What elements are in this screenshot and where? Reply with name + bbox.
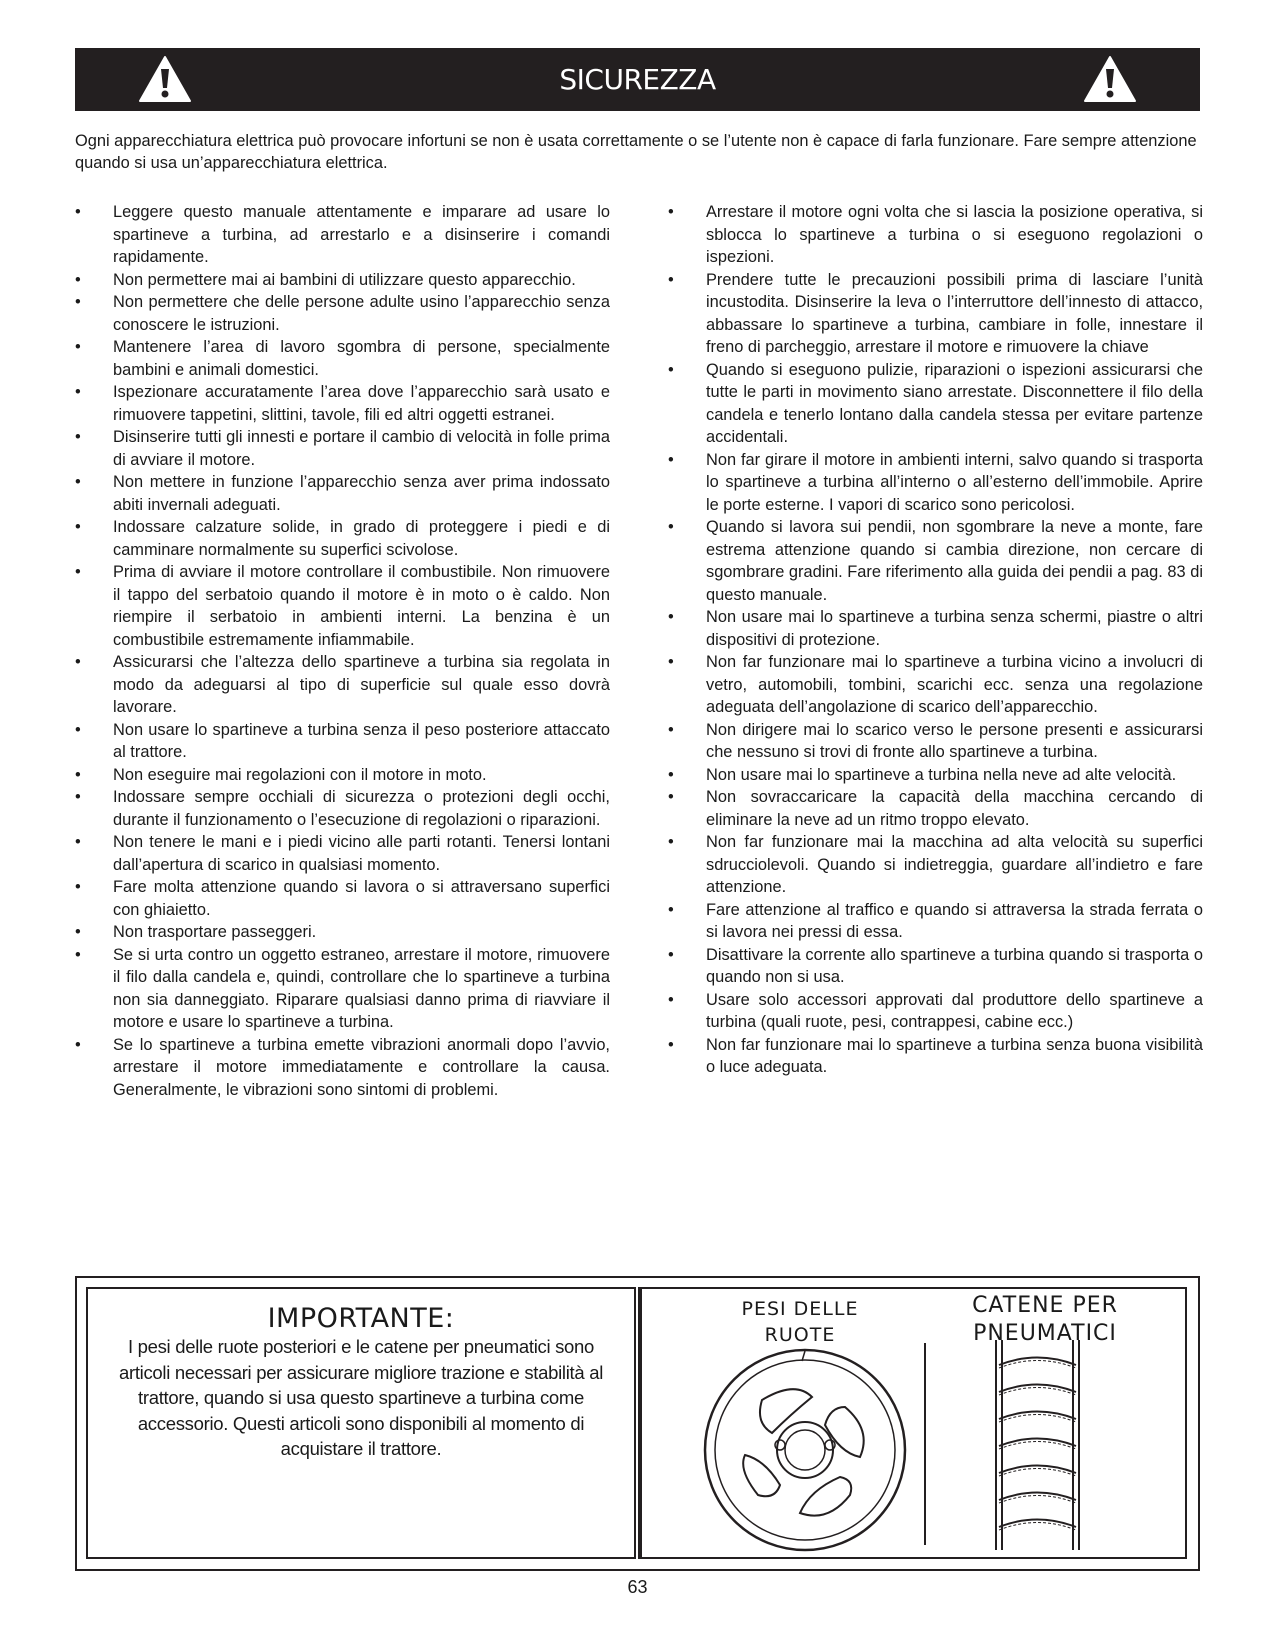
page-title: SICUREZZA xyxy=(559,63,716,96)
safety-list-right xyxy=(668,201,1203,1079)
important-title: IMPORTANTE: xyxy=(267,1303,455,1334)
accessory-divider xyxy=(924,1343,926,1545)
wheel-weights-label: PESI DELLE RUOTE xyxy=(741,1298,859,1346)
tire-chain-icon xyxy=(990,1340,1085,1550)
important-text: I pesi delle ruote posteriori e le catene per pneumatici sono articoli necessari per assicurare migliore trazione e stabilità al trattore, quando si usa questo spartineve a turbina come accessorio. Questi articoli sono disponibili al momento di acquistare il trattore. xyxy=(118,1336,604,1459)
list-item: • Non far funzionare mai lo spartineve a turbina vicino a involucri di vetro, automobili, tombini, scarichi ecc. senza una regolazione adeguata dell’angolazione di scarico dell’apparecchio. xyxy=(668,651,1203,719)
list-item: • Non eseguire mai regolazioni con il motore in moto. xyxy=(75,764,610,787)
warning-triangle-icon xyxy=(138,55,192,103)
list-item: • Se lo spartineve a turbina emette vibrazioni anormali dopo l’avvio, arrestare il motore immediatamente e controllare la causa. Generalmente, le vibrazioni sono sintomi di problemi. xyxy=(75,1034,610,1102)
list-item: • Usare solo accessori approvati dal produttore dello spartineve a turbina (quali ruote, pesi, contrappesi, cabine ecc.) xyxy=(668,989,1203,1034)
intro-paragraph: Ogni apparecchiatura elettrica può provocare infortuni se non è usata correttamente o se l’utente non è capace di farla funzionare. Fare sempre attenzione quando si usa un’apparecchiatura elettrica. xyxy=(75,132,1197,172)
list-item: • Non usare lo spartineve a turbina senza il peso posteriore attaccato al trattore. xyxy=(75,719,610,764)
list-item: • Ispezionare accuratamente l’area dove l’apparecchio sarà usato e rimuovere tappetini, slittini, tavole, fili ed altri oggetti estranei. xyxy=(75,381,610,426)
list-item: • Indossare calzature solide, in grado di proteggere i piedi e di camminare normalmente su superfici scivolose. xyxy=(75,516,610,561)
list-item: • Leggere questo manuale attentamente e imparare ad usare lo spartineve a turbina, ad arrestarlo e a disinserire i comandi rapidamente. xyxy=(75,201,610,269)
list-item: • Indossare sempre occhiali di sicurezza o protezioni degli occhi, durante il funzionamento o l’esecuzione di regolazioni o riparazioni. xyxy=(75,786,610,831)
list-item: • Assicurarsi che l’altezza dello spartineve a turbina sia regolata in modo da adeguarsi al tipo di superficie sul quale esso dovrà lavorare. xyxy=(75,651,610,719)
list-item: • Non tenere le mani e i piedi vicino alle parti rotanti. Tenersi lontani dall’apertura di scarico in qualsiasi momento. xyxy=(75,831,610,876)
list-item: • Non usare mai lo spartineve a turbina senza schermi, piastre o altri dispositivi di protezione. xyxy=(668,606,1203,651)
list-item: • Non permettere mai ai bambini di utilizzare questo apparecchio. xyxy=(75,269,610,292)
list-item: • Non far funzionare mai lo spartineve a turbina senza buona visibilità o luce adeguata. xyxy=(668,1034,1203,1079)
list-item: • Disattivare la corrente allo spartineve a turbina quando si trasporta o quando non si usa. xyxy=(668,944,1203,989)
list-item: • Non trasportare passeggeri. xyxy=(75,921,610,944)
list-item: • Non usare mai lo spartineve a turbina nella neve ad alte velocità. xyxy=(668,764,1203,787)
page-number: 63 xyxy=(627,1577,648,1597)
list-item: • Prendere tutte le precauzioni possibili prima di lasciare l’unità incustodita. Disinserire la leva o l’interruttore dell’innesto di attacco, abbassare lo spartineve a turbina, cambiare in folle, innestare il freno di parcheggio, arrestare il motore e rimuovere la chiave xyxy=(668,269,1203,359)
list-item: • Quando si eseguono pulizie, riparazioni o ispezioni assicurarsi che tutte le parti in movimento siano arrestate. Disconnettere il filo della candela e tenerlo lontano dalla candela stessa per evitare partenze accidentali. xyxy=(668,359,1203,449)
tire-chains-label: CATENE PER PNEUMATICI xyxy=(972,1293,1118,1346)
wheel-weight-icon xyxy=(700,1345,910,1555)
list-item: • Arrestare il motore ogni volta che si lascia la posizione operativa, si sblocca lo spartineve a turbina o si eseguono regolazioni o ispezioni. xyxy=(668,201,1203,269)
important-panel xyxy=(86,1287,636,1559)
warning-triangle-icon xyxy=(1083,55,1137,103)
list-item: • Non far funzionare mai la macchina ad alta velocità su superfici sdrucciolevoli. Quando si indietreggia, guardare all’indietro e fare attenzione. xyxy=(668,831,1203,899)
list-item: • Non sovraccaricare la capacità della macchina cercando di eliminare la neve ad un ritmo troppo elevato. xyxy=(668,786,1203,831)
list-item: • Non mettere in funzione l’apparecchio senza aver prima indossato abiti invernali adeguati. xyxy=(75,471,610,516)
list-item: • Se si urta contro un oggetto estraneo, arrestare il motore, rimuovere il filo dalla candela e, quindi, controllare che lo spartineve a turbina non sia danneggiato. Riparare qualsiasi danno prima di riavviare il motore e usare lo spartineve a turbina. xyxy=(75,944,610,1034)
list-item: • Fare molta attenzione quando si lavora o si attraversano superfici con ghiaietto. xyxy=(75,876,610,921)
safety-list-left xyxy=(75,201,610,1101)
list-item: • Prima di avviare il motore controllare il combustibile. Non rimuovere il tappo del serbatoio quando il motore è in moto o è caldo. Non riempire il serbatoio in ambienti interni. La benzina è un combustibile estremamente infiammabile. xyxy=(75,561,610,651)
list-item: • Mantenere l’area di lavoro sgombra di persone, specialmente bambini e animali domestici. xyxy=(75,336,610,381)
section-header xyxy=(75,48,1200,111)
list-item: • Fare attenzione al traffico e quando si attraversa la strada ferrata o si lavora nei pressi di essa. xyxy=(668,899,1203,944)
list-item: • Quando si lavora sui pendii, non sgombrare la neve a monte, fare estrema attenzione quando si cambia direzione, non cercare di sgombrare gradini. Fare riferimento alla guida dei pendii a pag. 83 di questo manuale. xyxy=(668,516,1203,606)
list-item: • Disinserire tutti gli innesti e portare il cambio di velocità in folle prima di avviare il motore. xyxy=(75,426,610,471)
list-item: • Non permettere che delle persone adulte usino l’apparecchio senza conoscere le istruzioni. xyxy=(75,291,610,336)
list-item: • Non dirigere mai lo scarico verso le persone presenti e assicurarsi che nessuno si trovi di fronte allo spartineve a turbina. xyxy=(668,719,1203,764)
list-item: • Non far girare il motore in ambienti interni, salvo quando si trasporta lo spartineve a turbina all’interno o all’esterno dell’immobile. Aprire le porte esterne. I vapori di scarico sono pericolosi. xyxy=(668,449,1203,517)
